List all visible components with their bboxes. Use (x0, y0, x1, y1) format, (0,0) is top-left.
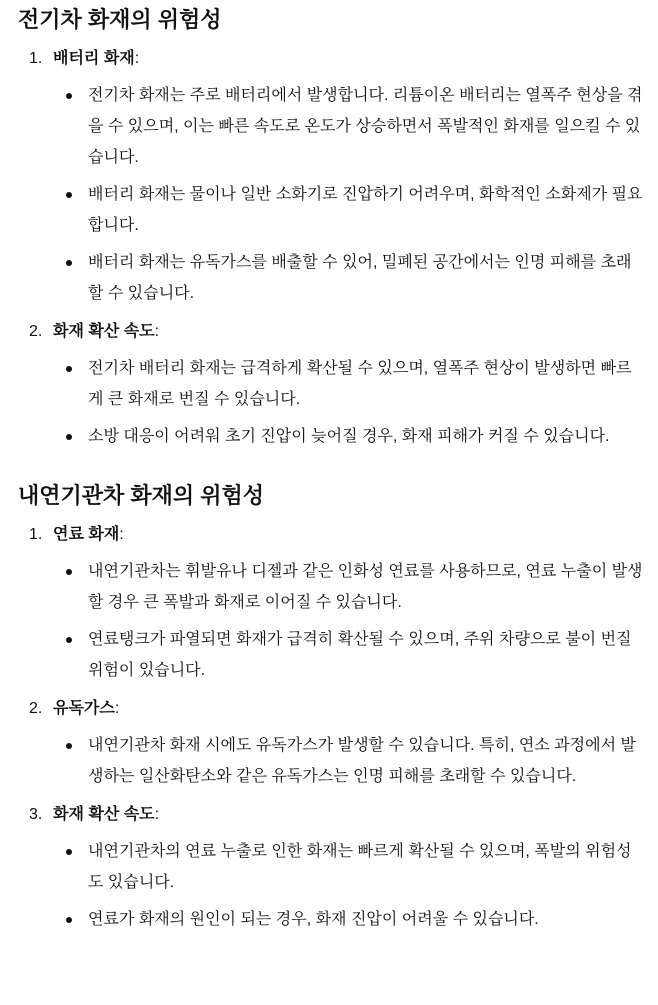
item-number: 1. (29, 50, 43, 67)
bullet-icon (66, 260, 72, 266)
list-item (18, 520, 658, 686)
bullet-item: 연료탱크가 파열되면 화재가 급격히 확산될 수 있으며, 주위 차량으로 불이 번질 위험이 있습니다. (88, 624, 643, 686)
bullet-item: 전기차 화재는 주로 배터리에서 발생합니다. 리튬이온 배터리는 열폭주 현상을 겪을 수 있으며, 이는 빠른 속도로 온도가 상승하면서 폭발적인 화재를 일으킬 수 있습니다. (88, 80, 643, 173)
list-item (18, 694, 658, 792)
bullet-icon (66, 93, 72, 99)
bullet-icon (66, 849, 72, 855)
bullet-icon (66, 569, 72, 575)
bullet-item: 내연기관차 화재 시에도 유독가스가 발생할 수 있습니다. 특히, 연소 과정에서 발생하는 일산화탄소와 같은 유독가스는 인명 피해를 초래할 수 있습니다. (88, 730, 643, 792)
item-colon: : (134, 50, 140, 67)
item-number: 2. (29, 323, 43, 340)
bullet-icon (66, 366, 72, 372)
item-number: 3. (29, 806, 43, 823)
list-item (18, 800, 658, 935)
item-colon: : (119, 526, 124, 543)
section-heading: 내연기관차 화재의 위험성 (18, 483, 264, 508)
bullet-icon (66, 743, 72, 749)
item-label: 화재 확산 속도 (53, 806, 155, 823)
bullet-item: 연료가 화재의 원인이 되는 경우, 화재 진압이 어려울 수 있습니다. (88, 904, 643, 935)
bullet-item: 소방 대응이 어려워 초기 진압이 늦어질 경우, 화재 피해가 커질 수 있습니다. (88, 421, 643, 452)
item-label: 유독가스 (53, 700, 115, 717)
bullet-item: 배터리 화재는 유독가스를 배출할 수 있어, 밀폐된 공간에서는 인명 피해를 초래할 수 있습니다. (88, 247, 643, 309)
bullet-icon (66, 637, 72, 643)
item-colon: : (154, 323, 160, 340)
section-heading: 전기차 화재의 위험성 (18, 7, 222, 32)
bullet-icon (66, 917, 72, 923)
item-number: 2. (29, 700, 43, 717)
bullet-icon (66, 192, 72, 198)
item-colon: : (154, 806, 160, 823)
item-colon: : (114, 700, 120, 717)
item-label: 배터리 화재 (53, 50, 135, 67)
bullet-item: 내연기관차는 휘발유나 디젤과 같은 인화성 연료를 사용하므로, 연료 누출이 발생할 경우 큰 폭발과 화재로 이어질 수 있습니다. (88, 556, 643, 618)
bullet-item: 내연기관차의 연료 누출로 인한 화재는 빠르게 확산될 수 있으며, 폭발의 위험성도 있습니다. (88, 836, 643, 898)
item-label: 화재 확산 속도 (53, 323, 155, 340)
bullet-item: 전기차 배터리 화재는 급격하게 확산될 수 있으며, 열폭주 현상이 발생하면 빠르게 큰 화재로 번질 수 있습니다. (88, 353, 643, 415)
item-label: 연료 화재 (53, 526, 120, 543)
bullet-icon (66, 434, 72, 440)
list-item (18, 317, 658, 452)
bullet-item: 배터리 화재는 물이나 일반 소화기로 진압하기 어려우며, 화학적인 소화제가 필요합니다. (88, 179, 643, 241)
list-item (18, 44, 658, 309)
item-number: 1. (29, 526, 43, 543)
